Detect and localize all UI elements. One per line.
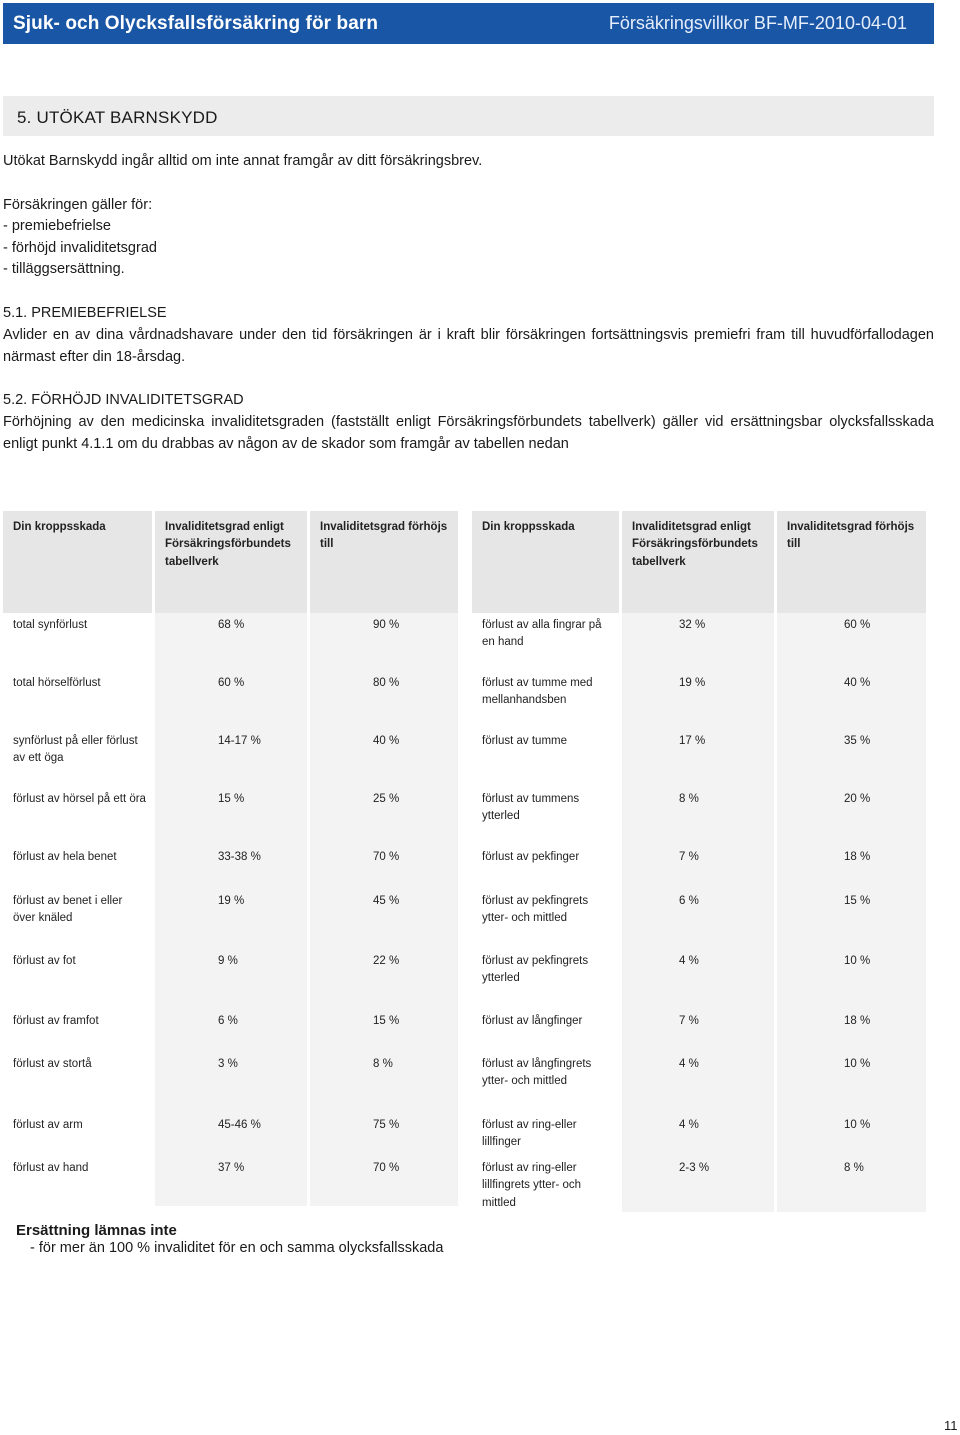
table-row	[3, 1156, 458, 1206]
injury-cell: förlust av hela benet	[3, 845, 155, 889]
injury-cell: förlust av långfinger	[472, 1009, 622, 1052]
table-row	[3, 1052, 458, 1113]
raised-cell: 70 %	[310, 1156, 458, 1206]
injury-cell: förlust av alla fingrar på en hand	[472, 613, 622, 671]
table-row	[3, 1113, 458, 1156]
grade-cell: 4 %	[622, 1113, 777, 1156]
column-header-raised: Invaliditetsgrad förhöjs till	[310, 511, 458, 613]
injury-cell: förlust av ring-eller lillfinger	[472, 1113, 622, 1156]
applies-item: - förhöjd invaliditetsgrad	[3, 240, 157, 256]
raised-cell: 40 %	[777, 671, 926, 729]
table-row	[472, 949, 926, 1009]
table-row	[472, 613, 926, 671]
column-header-raised: Invaliditetsgrad förhöjs till	[777, 511, 926, 613]
grade-cell: 7 %	[622, 845, 777, 889]
exclusion-note	[16, 1222, 443, 1256]
section-heading: 5. UTÖKAT BARNSKYDD	[3, 96, 934, 136]
injury-cell: förlust av långfingrets ytter- och mittled	[472, 1052, 622, 1113]
table-row	[472, 1009, 926, 1052]
injury-cell: förlust av ring-eller lillfingrets ytter- och mittled	[472, 1156, 622, 1212]
section-intro: Utökat Barnskydd ingår alltid om inte annat framgår av ditt försäkringsbrev.	[3, 153, 483, 169]
raised-cell: 90 %	[310, 613, 458, 671]
applies-item: - premiebefrielse	[3, 218, 111, 234]
raised-cell: 45 %	[310, 889, 458, 949]
table-row	[3, 889, 458, 949]
table-row	[472, 1113, 926, 1156]
raised-cell: 35 %	[777, 729, 926, 787]
grade-cell: 19 %	[155, 889, 310, 949]
raised-cell: 40 %	[310, 729, 458, 787]
table-row	[3, 671, 458, 729]
raised-cell: 18 %	[777, 1009, 926, 1052]
grade-cell: 6 %	[155, 1009, 310, 1052]
raised-cell: 70 %	[310, 845, 458, 889]
raised-cell: 8 %	[777, 1156, 926, 1212]
injury-cell: förlust av hörsel på ett öra	[3, 787, 155, 845]
table-row	[3, 729, 458, 787]
grade-cell: 2-3 %	[622, 1156, 777, 1212]
raised-cell: 10 %	[777, 1052, 926, 1113]
table-row	[3, 787, 458, 845]
exclusion-item: - för mer än 100 % invaliditet för en och samma olycksfallsskada	[30, 1240, 444, 1256]
table-row	[472, 787, 926, 845]
column-header-grade: Invaliditetsgrad enligt Försäkringsförbundets tabellverk	[155, 511, 310, 613]
injury-cell: förlust av arm	[3, 1113, 155, 1156]
injury-table-right	[472, 511, 926, 1212]
page-number: 11	[944, 1418, 958, 1433]
raised-cell: 80 %	[310, 671, 458, 729]
raised-cell: 22 %	[310, 949, 458, 1009]
grade-cell: 3 %	[155, 1052, 310, 1113]
table-row	[3, 1009, 458, 1052]
grade-cell: 15 %	[155, 787, 310, 845]
grade-cell: 68 %	[155, 613, 310, 671]
table-row	[472, 845, 926, 889]
grade-cell: 33-38 %	[155, 845, 310, 889]
table-row	[3, 949, 458, 1009]
column-header-grade: Invaliditetsgrad enligt Försäkringsförbundets tabellverk	[622, 511, 777, 613]
raised-cell: 20 %	[777, 787, 926, 845]
raised-cell: 60 %	[777, 613, 926, 671]
grade-cell: 6 %	[622, 889, 777, 949]
applies-heading: Försäkringen gäller för:	[3, 197, 153, 213]
column-header-injury: Din kroppsskada	[472, 511, 622, 613]
injury-cell: förlust av tumme med mellanhandsben	[472, 671, 622, 729]
grade-cell: 7 %	[622, 1009, 777, 1052]
subsection-text-5-1: Avlider en av dina vårdnadshavare under den tid försäkringen är i kraft blir försäkringen fortsättningsvis premiefri fram till huvudförfallodagen närmast efter din 18-årsdag.	[3, 327, 934, 365]
injury-cell: förlust av pekfingrets ytterled	[472, 949, 622, 1009]
injury-cell: förlust av stortå	[3, 1052, 155, 1113]
injury-cell: förlust av tummens ytterled	[472, 787, 622, 845]
table-row	[472, 1052, 926, 1113]
raised-cell: 18 %	[777, 845, 926, 889]
injury-cell: förlust av pekfinger	[472, 845, 622, 889]
applies-item: - tilläggsersättning.	[3, 261, 125, 277]
injury-cell: förlust av tumme	[472, 729, 622, 787]
raised-cell: 8 %	[310, 1052, 458, 1113]
document-title: Sjuk- och Olycksfallsförsäkring för barn	[13, 12, 379, 34]
subsection-heading-5-2: 5.2. FÖRHÖJD INVALIDITETSGRAD	[3, 392, 244, 408]
injury-cell: synförlust på eller förlust av ett öga	[3, 729, 155, 787]
raised-cell: 75 %	[310, 1113, 458, 1156]
raised-cell: 15 %	[777, 889, 926, 949]
exclusion-heading: Ersättning lämnas inte	[16, 1222, 177, 1239]
table-row	[472, 1156, 926, 1212]
grade-cell: 19 %	[622, 671, 777, 729]
subsection-text-5-2: Förhöjning av den medicinska invaliditetsgraden (fastställt enligt Försäkringsförbundets tabellverk) gäller vid ersättningsbar olycksfallsskada enligt punkt 4.1.1 om du drabbas av någon av de skador som framgår av tabellen nedan	[3, 414, 934, 452]
grade-cell: 37 %	[155, 1156, 310, 1206]
injury-cell: total hörselförlust	[3, 671, 155, 729]
grade-cell: 4 %	[622, 1052, 777, 1113]
injury-cell: förlust av hand	[3, 1156, 155, 1206]
raised-cell: 25 %	[310, 787, 458, 845]
grade-cell: 32 %	[622, 613, 777, 671]
raised-cell: 10 %	[777, 1113, 926, 1156]
table-row	[472, 671, 926, 729]
column-header-injury: Din kroppsskada	[3, 511, 155, 613]
grade-cell: 17 %	[622, 729, 777, 787]
injury-cell: förlust av benet i eller över knäled	[3, 889, 155, 949]
grade-cell: 60 %	[155, 671, 310, 729]
grade-cell: 9 %	[155, 949, 310, 1009]
table-row	[472, 889, 926, 949]
injury-cell: förlust av fot	[3, 949, 155, 1009]
grade-cell: 45-46 %	[155, 1113, 310, 1156]
injury-table-left	[3, 511, 458, 1206]
table-row	[3, 613, 458, 671]
grade-cell: 4 %	[622, 949, 777, 1009]
table-row	[472, 729, 926, 787]
raised-cell: 15 %	[310, 1009, 458, 1052]
subsection-heading-5-1: 5.1. PREMIEBEFRIELSE	[3, 305, 167, 321]
injury-cell: förlust av pekfingrets ytter- och mittled	[472, 889, 622, 949]
document-reference: Försäkringsvillkor BF-MF-2010-04-01	[608, 13, 907, 33]
document-header	[3, 3, 934, 44]
grade-cell: 14-17 %	[155, 729, 310, 787]
table-row	[3, 845, 458, 889]
raised-cell: 10 %	[777, 949, 926, 1009]
grade-cell: 8 %	[622, 787, 777, 845]
injury-cell: förlust av framfot	[3, 1009, 155, 1052]
injury-cell: total synförlust	[3, 613, 155, 671]
